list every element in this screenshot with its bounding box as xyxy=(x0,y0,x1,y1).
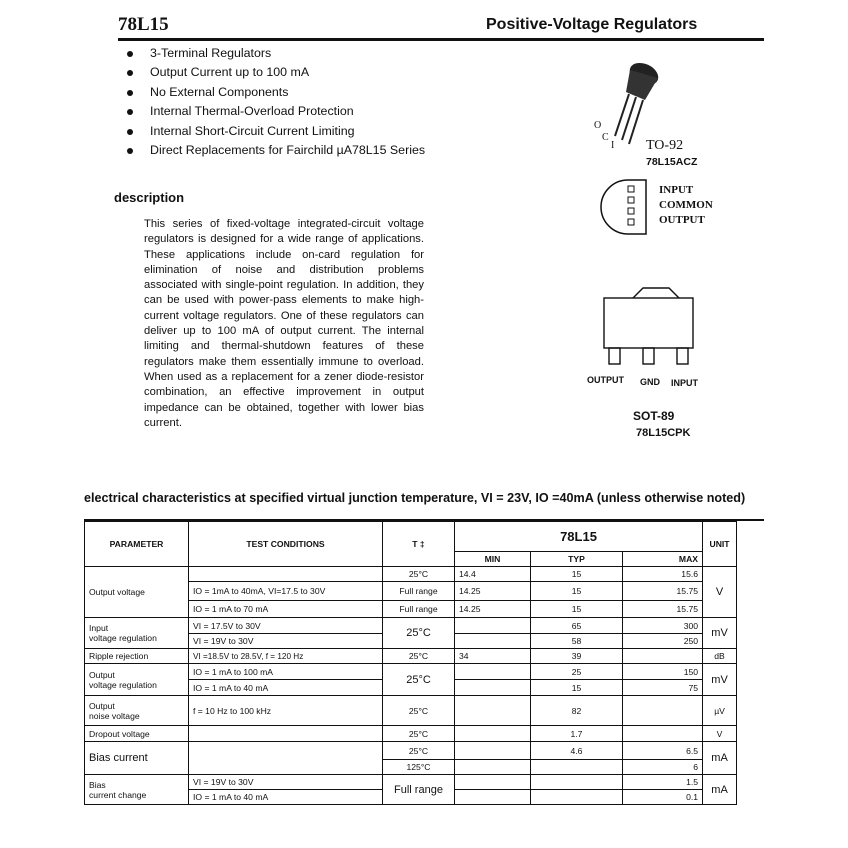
max-cell: 6.5 xyxy=(623,742,703,760)
typ-cell: 15 xyxy=(531,680,623,696)
part-number: 78L15 xyxy=(118,14,169,35)
max-cell: 6 xyxy=(623,760,703,775)
to92-pinout-drawing xyxy=(600,178,656,238)
electrical-characteristics-table xyxy=(84,521,737,805)
temp-cell: 25°C xyxy=(383,742,455,760)
to92-package-label: TO-92 xyxy=(646,138,684,153)
to92-pin-input: INPUT xyxy=(659,184,694,196)
typ-cell: 15 xyxy=(531,582,623,601)
cond-cell: IO = 1mA to 40mA, VI=17.5 to 30V xyxy=(189,582,383,601)
max-cell: 15.75 xyxy=(623,601,703,618)
cond-cell: VI =18.5V to 28.5V, f = 120 Hz xyxy=(189,649,383,664)
table-row xyxy=(85,567,737,582)
to92-pin-c: C xyxy=(602,132,609,143)
min-cell xyxy=(455,696,531,726)
sot89-pin-input: INPUT xyxy=(671,378,698,388)
param-cell xyxy=(85,775,189,805)
param-cell: Dropout voltage xyxy=(85,726,189,742)
cond-cell: VI = 19V to 30V xyxy=(189,634,383,649)
to92-pin-output: OUTPUT xyxy=(659,214,705,226)
min-cell xyxy=(455,726,531,742)
unit-cell: V xyxy=(703,726,737,742)
max-cell: 0.1 xyxy=(623,790,703,805)
param-line: Output xyxy=(89,700,115,711)
temp-cell: 25°C xyxy=(383,664,455,696)
min-cell: 14.4 xyxy=(455,567,531,582)
to92-pin-o: O xyxy=(594,120,602,131)
max-cell: 75 xyxy=(623,680,703,696)
param-line: noise voltage xyxy=(89,710,140,721)
table-header-row xyxy=(85,522,737,552)
unit-cell: mA xyxy=(703,742,737,775)
feature-item: Output Current up to 100 mA xyxy=(124,65,434,80)
cond-cell: VI = 19V to 30V xyxy=(189,775,383,790)
temp-cell: 25°C xyxy=(383,618,455,649)
table-row xyxy=(85,726,737,742)
unit-cell: mV xyxy=(703,664,737,696)
col-parameter: PARAMETER xyxy=(85,522,189,567)
cond-cell: IO = 1 mA to 40 mA xyxy=(189,680,383,696)
min-cell: 34 xyxy=(455,649,531,664)
table-row xyxy=(85,742,737,760)
table-row xyxy=(85,696,737,726)
description-body: This series of fixed-voltage integrated-circuit voltage regulators is designed for a wide range of applications. These applications include on-card regulation for elimination of noise and distribution problems associated with single-point regulation. In addition, they can be used with power-pass elements to make high-current voltage regulators. One of these regulators can deliver up to 100 mA of output current. The internal limiting and thermal-shutdown features of these regulators make them essentially immune to overload. When used as a replacement for a zener diode-resistor combination, an effective improvement in output impedance can be obtained, together with lower bias current. xyxy=(144,218,424,429)
cond-cell xyxy=(189,742,383,775)
temp-cell: 25°C xyxy=(383,649,455,664)
typ-cell: 15 xyxy=(531,567,623,582)
cond-cell: f = 10 Hz to 100 kHz xyxy=(189,696,383,726)
cond-cell: IO = 1 mA to 40 mA xyxy=(189,790,383,805)
max-cell: 300 xyxy=(623,618,703,634)
max-cell xyxy=(623,696,703,726)
max-cell: 150 xyxy=(623,664,703,680)
sot89-pin-output: OUTPUT xyxy=(587,375,624,385)
param-line: voltage regulation xyxy=(89,633,157,643)
cond-cell xyxy=(189,567,383,582)
table-row xyxy=(85,775,737,790)
to92-pin-i: I xyxy=(611,140,615,151)
max-cell: 1.5 xyxy=(623,775,703,790)
header-rule xyxy=(118,38,764,41)
temp-cell: 25°C xyxy=(383,696,455,726)
min-cell xyxy=(455,742,531,760)
temp-cell: 25°C xyxy=(383,726,455,742)
min-cell: 14.25 xyxy=(455,601,531,618)
document-title: Positive-Voltage Regulators xyxy=(486,16,698,33)
cond-cell: IO = 1 mA to 100 mA xyxy=(189,664,383,680)
typ-cell: 4.6 xyxy=(531,742,623,760)
min-cell xyxy=(455,664,531,680)
to92-pin-names xyxy=(659,183,713,228)
typ-cell: 65 xyxy=(531,618,623,634)
temp-cell: 25°C xyxy=(383,567,455,582)
cond-cell xyxy=(189,726,383,742)
sot89-pin-gnd: GND xyxy=(640,377,660,387)
param-line: Bias xyxy=(89,779,106,790)
to92-pin-common: COMMON xyxy=(659,199,713,211)
param-cell xyxy=(85,696,189,726)
unit-cell: mV xyxy=(703,618,737,649)
min-cell xyxy=(455,680,531,696)
min-cell xyxy=(455,790,531,805)
typ-cell: 58 xyxy=(531,634,623,649)
col-conditions: TEST CONDITIONS xyxy=(189,522,383,567)
unit-cell: V xyxy=(703,567,737,618)
col-max: MAX xyxy=(623,552,703,567)
unit-cell: dB xyxy=(703,649,737,664)
to92-part-label: 78L15ACZ xyxy=(646,156,698,168)
max-cell: 15.75 xyxy=(623,582,703,601)
max-cell: 250 xyxy=(623,634,703,649)
col-unit: UNIT xyxy=(703,522,737,567)
max-cell: 15.6 xyxy=(623,567,703,582)
description-heading: description xyxy=(114,190,185,205)
typ-cell: 1.7 xyxy=(531,726,623,742)
sot89-package-label: SOT-89 xyxy=(633,409,675,423)
param-line: current change xyxy=(89,789,147,800)
param-line: Input xyxy=(89,623,109,633)
param-cell: Output voltage xyxy=(85,567,189,618)
feature-list xyxy=(124,46,434,162)
table-row xyxy=(85,649,737,664)
feature-item: 3-Terminal Regulators xyxy=(124,46,434,61)
param-cell: Ripple rejection xyxy=(85,649,189,664)
temp-cell: Full range xyxy=(383,601,455,618)
max-cell xyxy=(623,726,703,742)
table-row xyxy=(85,618,737,634)
param-line: Output xyxy=(89,669,115,680)
sot89-part-label: 78L15CPK xyxy=(636,427,691,439)
col-typ: TYP xyxy=(531,552,623,567)
min-cell: 14.25 xyxy=(455,582,531,601)
temp-cell: Full range xyxy=(383,582,455,601)
param-cell xyxy=(85,618,189,649)
min-cell xyxy=(455,775,531,790)
feature-item: Internal Short-Circuit Current Limiting xyxy=(124,124,434,139)
min-cell xyxy=(455,618,531,634)
unit-cell: mA xyxy=(703,775,737,805)
sot89-package-drawing xyxy=(600,284,700,368)
ec-title: electrical characteristics at specified virtual junction temperature, VI = 23V, IO =40mA (unless otherwise noted) xyxy=(84,491,746,505)
unit-cell: µV xyxy=(703,696,737,726)
typ-cell: 39 xyxy=(531,649,623,664)
temp-cell: 125°C xyxy=(383,760,455,775)
cond-cell: VI = 17.5V to 30V xyxy=(189,618,383,634)
feature-item: Internal Thermal-Overload Protection xyxy=(124,104,434,119)
param-cell xyxy=(85,664,189,696)
col-temp: T ‡ xyxy=(383,522,455,567)
col-min: MIN xyxy=(455,552,531,567)
param-cell: Bias current xyxy=(85,742,189,775)
typ-cell xyxy=(531,790,623,805)
typ-cell: 15 xyxy=(531,601,623,618)
cond-cell: IO = 1 mA to 70 mA xyxy=(189,601,383,618)
col-device: 78L15 xyxy=(455,522,703,552)
typ-cell: 82 xyxy=(531,696,623,726)
param-line: voltage regulation xyxy=(89,679,157,690)
typ-cell xyxy=(531,775,623,790)
min-cell xyxy=(455,634,531,649)
feature-item: Direct Replacements for Fairchild µA78L15 Series xyxy=(124,143,430,158)
min-cell xyxy=(455,760,531,775)
table-row xyxy=(85,664,737,680)
typ-cell: 25 xyxy=(531,664,623,680)
typ-cell xyxy=(531,760,623,775)
feature-item: No External Components xyxy=(124,85,434,100)
temp-cell: Full range xyxy=(383,775,455,805)
max-cell xyxy=(623,649,703,664)
